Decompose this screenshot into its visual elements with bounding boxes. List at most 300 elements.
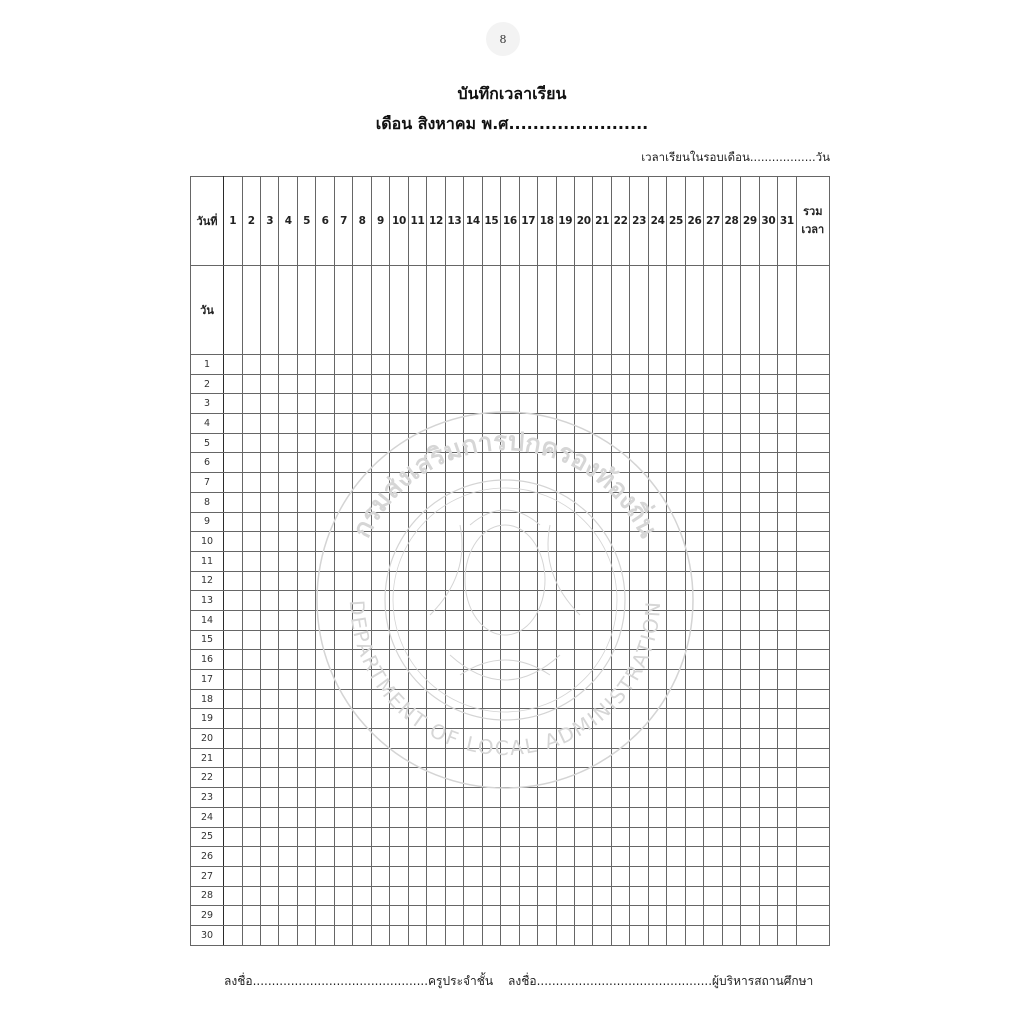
attendance-cell[interactable]: [242, 925, 260, 945]
attendance-cell[interactable]: [427, 925, 445, 945]
weekday-cell[interactable]: [464, 266, 482, 355]
attendance-cell[interactable]: [464, 748, 482, 768]
row-total-cell[interactable]: [796, 453, 829, 473]
attendance-cell[interactable]: [224, 807, 242, 827]
attendance-cell[interactable]: [427, 630, 445, 650]
attendance-cell[interactable]: [445, 414, 463, 434]
attendance-cell[interactable]: [519, 630, 537, 650]
attendance-cell[interactable]: [482, 925, 500, 945]
attendance-cell[interactable]: [611, 650, 629, 670]
attendance-cell[interactable]: [574, 551, 592, 571]
attendance-cell[interactable]: [316, 532, 334, 552]
attendance-cell[interactable]: [759, 571, 777, 591]
attendance-cell[interactable]: [334, 709, 352, 729]
attendance-cell[interactable]: [390, 709, 408, 729]
row-total-cell[interactable]: [796, 571, 829, 591]
attendance-cell[interactable]: [778, 827, 796, 847]
attendance-cell[interactable]: [334, 492, 352, 512]
attendance-cell[interactable]: [593, 748, 611, 768]
attendance-cell[interactable]: [593, 768, 611, 788]
attendance-cell[interactable]: [519, 355, 537, 375]
attendance-cell[interactable]: [778, 630, 796, 650]
attendance-cell[interactable]: [353, 591, 371, 611]
attendance-cell[interactable]: [482, 414, 500, 434]
attendance-cell[interactable]: [482, 610, 500, 630]
attendance-cell[interactable]: [667, 571, 685, 591]
attendance-cell[interactable]: [574, 571, 592, 591]
attendance-cell[interactable]: [519, 453, 537, 473]
attendance-cell[interactable]: [759, 827, 777, 847]
attendance-cell[interactable]: [501, 532, 519, 552]
attendance-cell[interactable]: [741, 394, 759, 414]
attendance-cell[interactable]: [427, 729, 445, 749]
attendance-cell[interactable]: [242, 492, 260, 512]
attendance-cell[interactable]: [353, 610, 371, 630]
attendance-cell[interactable]: [353, 689, 371, 709]
attendance-cell[interactable]: [371, 414, 389, 434]
attendance-cell[interactable]: [704, 453, 722, 473]
attendance-cell[interactable]: [482, 906, 500, 926]
attendance-cell[interactable]: [593, 453, 611, 473]
attendance-cell[interactable]: [242, 532, 260, 552]
attendance-cell[interactable]: [741, 355, 759, 375]
attendance-cell[interactable]: [427, 886, 445, 906]
attendance-cell[interactable]: [722, 355, 740, 375]
attendance-cell[interactable]: [611, 512, 629, 532]
attendance-cell[interactable]: [759, 886, 777, 906]
attendance-cell[interactable]: [334, 866, 352, 886]
attendance-cell[interactable]: [464, 827, 482, 847]
attendance-cell[interactable]: [261, 709, 279, 729]
attendance-cell[interactable]: [464, 886, 482, 906]
attendance-cell[interactable]: [371, 374, 389, 394]
attendance-cell[interactable]: [242, 788, 260, 808]
attendance-cell[interactable]: [574, 532, 592, 552]
attendance-cell[interactable]: [630, 650, 648, 670]
attendance-cell[interactable]: [334, 925, 352, 945]
attendance-cell[interactable]: [556, 374, 574, 394]
attendance-cell[interactable]: [224, 492, 242, 512]
attendance-cell[interactable]: [224, 788, 242, 808]
attendance-cell[interactable]: [242, 630, 260, 650]
attendance-cell[interactable]: [778, 571, 796, 591]
attendance-cell[interactable]: [371, 827, 389, 847]
attendance-cell[interactable]: [667, 414, 685, 434]
attendance-cell[interactable]: [667, 768, 685, 788]
attendance-cell[interactable]: [408, 571, 426, 591]
attendance-cell[interactable]: [353, 374, 371, 394]
attendance-cell[interactable]: [667, 847, 685, 867]
attendance-cell[interactable]: [464, 374, 482, 394]
attendance-cell[interactable]: [667, 394, 685, 414]
row-total-cell[interactable]: [796, 512, 829, 532]
attendance-cell[interactable]: [408, 453, 426, 473]
attendance-cell[interactable]: [224, 551, 242, 571]
attendance-cell[interactable]: [408, 768, 426, 788]
attendance-cell[interactable]: [574, 650, 592, 670]
attendance-cell[interactable]: [538, 827, 556, 847]
attendance-cell[interactable]: [556, 453, 574, 473]
attendance-cell[interactable]: [759, 394, 777, 414]
attendance-cell[interactable]: [224, 433, 242, 453]
attendance-cell[interactable]: [722, 748, 740, 768]
attendance-cell[interactable]: [538, 492, 556, 512]
attendance-cell[interactable]: [445, 551, 463, 571]
weekday-cell[interactable]: [408, 266, 426, 355]
attendance-cell[interactable]: [279, 866, 297, 886]
attendance-cell[interactable]: [390, 512, 408, 532]
attendance-cell[interactable]: [593, 925, 611, 945]
attendance-cell[interactable]: [445, 374, 463, 394]
attendance-cell[interactable]: [704, 788, 722, 808]
attendance-cell[interactable]: [297, 355, 315, 375]
attendance-cell[interactable]: [334, 433, 352, 453]
attendance-cell[interactable]: [759, 788, 777, 808]
attendance-cell[interactable]: [648, 551, 666, 571]
attendance-cell[interactable]: [316, 433, 334, 453]
attendance-cell[interactable]: [242, 551, 260, 571]
attendance-cell[interactable]: [611, 847, 629, 867]
attendance-cell[interactable]: [297, 414, 315, 434]
attendance-cell[interactable]: [574, 925, 592, 945]
attendance-cell[interactable]: [427, 689, 445, 709]
attendance-cell[interactable]: [648, 925, 666, 945]
attendance-cell[interactable]: [279, 551, 297, 571]
attendance-cell[interactable]: [685, 532, 703, 552]
attendance-cell[interactable]: [741, 414, 759, 434]
attendance-cell[interactable]: [501, 650, 519, 670]
attendance-cell[interactable]: [445, 355, 463, 375]
attendance-cell[interactable]: [353, 492, 371, 512]
attendance-cell[interactable]: [297, 866, 315, 886]
attendance-cell[interactable]: [593, 788, 611, 808]
attendance-cell[interactable]: [574, 729, 592, 749]
attendance-cell[interactable]: [482, 847, 500, 867]
attendance-cell[interactable]: [593, 532, 611, 552]
attendance-cell[interactable]: [482, 532, 500, 552]
attendance-cell[interactable]: [224, 414, 242, 434]
attendance-cell[interactable]: [685, 729, 703, 749]
attendance-cell[interactable]: [519, 512, 537, 532]
attendance-cell[interactable]: [297, 433, 315, 453]
attendance-cell[interactable]: [464, 650, 482, 670]
attendance-cell[interactable]: [778, 414, 796, 434]
attendance-cell[interactable]: [778, 492, 796, 512]
attendance-cell[interactable]: [390, 925, 408, 945]
attendance-cell[interactable]: [371, 906, 389, 926]
attendance-cell[interactable]: [593, 551, 611, 571]
attendance-cell[interactable]: [630, 532, 648, 552]
attendance-cell[interactable]: [353, 355, 371, 375]
attendance-cell[interactable]: [464, 610, 482, 630]
attendance-cell[interactable]: [316, 670, 334, 690]
attendance-cell[interactable]: [667, 492, 685, 512]
attendance-cell[interactable]: [704, 610, 722, 630]
attendance-cell[interactable]: [371, 355, 389, 375]
attendance-cell[interactable]: [538, 394, 556, 414]
attendance-cell[interactable]: [704, 551, 722, 571]
attendance-cell[interactable]: [611, 689, 629, 709]
attendance-cell[interactable]: [261, 886, 279, 906]
attendance-cell[interactable]: [279, 414, 297, 434]
attendance-cell[interactable]: [648, 788, 666, 808]
attendance-cell[interactable]: [648, 689, 666, 709]
weekday-cell[interactable]: [611, 266, 629, 355]
attendance-cell[interactable]: [408, 906, 426, 926]
attendance-cell[interactable]: [556, 788, 574, 808]
attendance-cell[interactable]: [630, 355, 648, 375]
attendance-cell[interactable]: [445, 807, 463, 827]
attendance-cell[interactable]: [593, 591, 611, 611]
attendance-cell[interactable]: [371, 768, 389, 788]
attendance-cell[interactable]: [759, 729, 777, 749]
attendance-cell[interactable]: [371, 532, 389, 552]
attendance-cell[interactable]: [778, 473, 796, 493]
attendance-cell[interactable]: [538, 433, 556, 453]
attendance-cell[interactable]: [334, 906, 352, 926]
attendance-cell[interactable]: [556, 492, 574, 512]
attendance-cell[interactable]: [667, 355, 685, 375]
attendance-cell[interactable]: [482, 453, 500, 473]
attendance-cell[interactable]: [538, 689, 556, 709]
attendance-cell[interactable]: [667, 886, 685, 906]
attendance-cell[interactable]: [630, 630, 648, 650]
attendance-cell[interactable]: [390, 729, 408, 749]
attendance-cell[interactable]: [261, 394, 279, 414]
attendance-cell[interactable]: [741, 807, 759, 827]
attendance-cell[interactable]: [538, 630, 556, 650]
weekday-cell[interactable]: [279, 266, 297, 355]
attendance-cell[interactable]: [704, 512, 722, 532]
attendance-cell[interactable]: [593, 886, 611, 906]
attendance-cell[interactable]: [593, 571, 611, 591]
attendance-cell[interactable]: [464, 788, 482, 808]
weekday-cell[interactable]: [556, 266, 574, 355]
attendance-cell[interactable]: [556, 650, 574, 670]
attendance-cell[interactable]: [722, 886, 740, 906]
attendance-cell[interactable]: [685, 591, 703, 611]
attendance-cell[interactable]: [667, 551, 685, 571]
attendance-cell[interactable]: [519, 729, 537, 749]
attendance-cell[interactable]: [759, 551, 777, 571]
attendance-cell[interactable]: [648, 512, 666, 532]
attendance-cell[interactable]: [593, 650, 611, 670]
attendance-cell[interactable]: [778, 906, 796, 926]
attendance-cell[interactable]: [334, 768, 352, 788]
weekday-cell[interactable]: [778, 266, 796, 355]
attendance-cell[interactable]: [667, 925, 685, 945]
attendance-cell[interactable]: [648, 847, 666, 867]
attendance-cell[interactable]: [593, 729, 611, 749]
attendance-cell[interactable]: [685, 433, 703, 453]
attendance-cell[interactable]: [704, 729, 722, 749]
attendance-cell[interactable]: [427, 374, 445, 394]
attendance-cell[interactable]: [408, 492, 426, 512]
attendance-cell[interactable]: [408, 355, 426, 375]
attendance-cell[interactable]: [611, 729, 629, 749]
attendance-cell[interactable]: [334, 847, 352, 867]
attendance-cell[interactable]: [722, 433, 740, 453]
attendance-cell[interactable]: [482, 630, 500, 650]
attendance-cell[interactable]: [242, 414, 260, 434]
attendance-cell[interactable]: [574, 374, 592, 394]
attendance-cell[interactable]: [538, 473, 556, 493]
attendance-cell[interactable]: [722, 492, 740, 512]
attendance-cell[interactable]: [519, 374, 537, 394]
attendance-cell[interactable]: [371, 650, 389, 670]
attendance-cell[interactable]: [778, 886, 796, 906]
attendance-cell[interactable]: [741, 709, 759, 729]
attendance-cell[interactable]: [778, 729, 796, 749]
attendance-cell[interactable]: [648, 729, 666, 749]
attendance-cell[interactable]: [371, 748, 389, 768]
attendance-cell[interactable]: [593, 827, 611, 847]
attendance-cell[interactable]: [759, 355, 777, 375]
attendance-cell[interactable]: [242, 807, 260, 827]
attendance-cell[interactable]: [501, 433, 519, 453]
attendance-cell[interactable]: [334, 827, 352, 847]
attendance-cell[interactable]: [334, 532, 352, 552]
row-total-cell[interactable]: [796, 670, 829, 690]
attendance-cell[interactable]: [427, 827, 445, 847]
attendance-cell[interactable]: [741, 630, 759, 650]
attendance-cell[interactable]: [482, 689, 500, 709]
attendance-cell[interactable]: [519, 532, 537, 552]
attendance-cell[interactable]: [427, 866, 445, 886]
attendance-cell[interactable]: [353, 433, 371, 453]
attendance-cell[interactable]: [722, 788, 740, 808]
attendance-cell[interactable]: [445, 689, 463, 709]
attendance-cell[interactable]: [224, 394, 242, 414]
weekday-cell[interactable]: [482, 266, 500, 355]
attendance-cell[interactable]: [667, 630, 685, 650]
attendance-cell[interactable]: [574, 630, 592, 650]
attendance-cell[interactable]: [224, 571, 242, 591]
attendance-cell[interactable]: [574, 591, 592, 611]
weekday-cell[interactable]: [371, 266, 389, 355]
attendance-cell[interactable]: [279, 906, 297, 926]
attendance-cell[interactable]: [722, 906, 740, 926]
attendance-cell[interactable]: [371, 866, 389, 886]
attendance-cell[interactable]: [224, 827, 242, 847]
attendance-cell[interactable]: [390, 532, 408, 552]
attendance-cell[interactable]: [519, 807, 537, 827]
attendance-cell[interactable]: [316, 374, 334, 394]
attendance-cell[interactable]: [408, 886, 426, 906]
attendance-cell[interactable]: [741, 492, 759, 512]
attendance-cell[interactable]: [556, 551, 574, 571]
attendance-cell[interactable]: [316, 788, 334, 808]
attendance-cell[interactable]: [611, 827, 629, 847]
attendance-cell[interactable]: [759, 866, 777, 886]
attendance-cell[interactable]: [445, 866, 463, 886]
attendance-cell[interactable]: [261, 591, 279, 611]
attendance-cell[interactable]: [538, 355, 556, 375]
attendance-cell[interactable]: [445, 906, 463, 926]
attendance-cell[interactable]: [316, 650, 334, 670]
attendance-cell[interactable]: [704, 571, 722, 591]
attendance-cell[interactable]: [316, 807, 334, 827]
attendance-cell[interactable]: [538, 847, 556, 867]
attendance-cell[interactable]: [778, 433, 796, 453]
attendance-cell[interactable]: [279, 925, 297, 945]
attendance-cell[interactable]: [630, 866, 648, 886]
attendance-cell[interactable]: [427, 355, 445, 375]
attendance-cell[interactable]: [704, 709, 722, 729]
attendance-cell[interactable]: [427, 571, 445, 591]
attendance-cell[interactable]: [482, 709, 500, 729]
attendance-cell[interactable]: [759, 532, 777, 552]
attendance-cell[interactable]: [519, 886, 537, 906]
attendance-cell[interactable]: [574, 886, 592, 906]
attendance-cell[interactable]: [685, 551, 703, 571]
attendance-cell[interactable]: [574, 748, 592, 768]
attendance-cell[interactable]: [593, 492, 611, 512]
row-total-cell[interactable]: [796, 394, 829, 414]
attendance-cell[interactable]: [371, 394, 389, 414]
attendance-cell[interactable]: [630, 729, 648, 749]
attendance-cell[interactable]: [464, 689, 482, 709]
attendance-cell[interactable]: [722, 925, 740, 945]
attendance-cell[interactable]: [704, 748, 722, 768]
attendance-cell[interactable]: [556, 925, 574, 945]
attendance-cell[interactable]: [667, 807, 685, 827]
attendance-cell[interactable]: [371, 788, 389, 808]
attendance-cell[interactable]: [538, 610, 556, 630]
attendance-cell[interactable]: [685, 610, 703, 630]
attendance-cell[interactable]: [279, 886, 297, 906]
attendance-cell[interactable]: [741, 591, 759, 611]
attendance-cell[interactable]: [464, 394, 482, 414]
attendance-cell[interactable]: [261, 748, 279, 768]
attendance-cell[interactable]: [427, 394, 445, 414]
attendance-cell[interactable]: [593, 473, 611, 493]
attendance-cell[interactable]: [574, 807, 592, 827]
attendance-cell[interactable]: [648, 374, 666, 394]
attendance-cell[interactable]: [445, 925, 463, 945]
attendance-cell[interactable]: [353, 453, 371, 473]
attendance-cell[interactable]: [759, 414, 777, 434]
row-total-cell[interactable]: [796, 748, 829, 768]
attendance-cell[interactable]: [427, 610, 445, 630]
attendance-cell[interactable]: [408, 374, 426, 394]
attendance-cell[interactable]: [648, 591, 666, 611]
attendance-cell[interactable]: [464, 768, 482, 788]
attendance-cell[interactable]: [630, 610, 648, 630]
attendance-cell[interactable]: [482, 591, 500, 611]
attendance-cell[interactable]: [334, 807, 352, 827]
attendance-cell[interactable]: [334, 571, 352, 591]
attendance-cell[interactable]: [427, 551, 445, 571]
attendance-cell[interactable]: [390, 866, 408, 886]
attendance-cell[interactable]: [630, 807, 648, 827]
attendance-cell[interactable]: [279, 433, 297, 453]
attendance-cell[interactable]: [261, 866, 279, 886]
attendance-cell[interactable]: [611, 355, 629, 375]
attendance-cell[interactable]: [408, 827, 426, 847]
attendance-cell[interactable]: [279, 709, 297, 729]
attendance-cell[interactable]: [316, 906, 334, 926]
attendance-cell[interactable]: [334, 630, 352, 650]
attendance-cell[interactable]: [538, 807, 556, 827]
attendance-cell[interactable]: [741, 433, 759, 453]
attendance-cell[interactable]: [261, 827, 279, 847]
attendance-cell[interactable]: [279, 748, 297, 768]
weekday-cell[interactable]: [574, 266, 592, 355]
attendance-cell[interactable]: [574, 827, 592, 847]
attendance-cell[interactable]: [224, 729, 242, 749]
attendance-cell[interactable]: [685, 847, 703, 867]
